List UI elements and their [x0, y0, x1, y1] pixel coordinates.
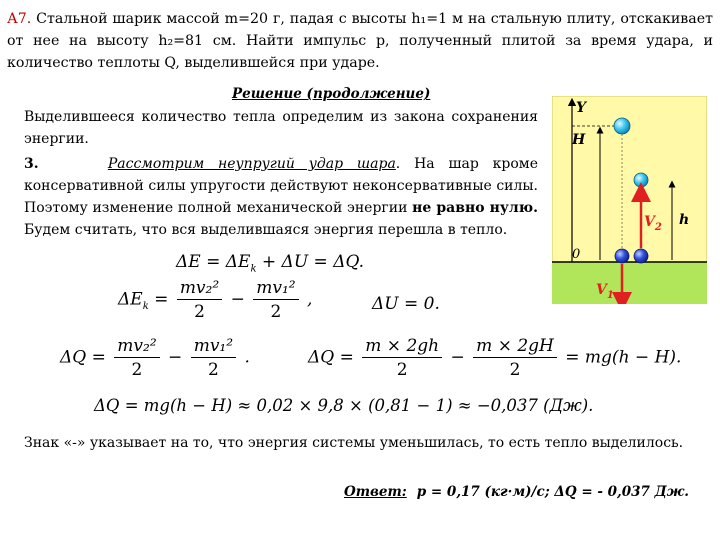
f4-num2: mv₁² [191, 336, 236, 358]
f5-frac1 [362, 336, 442, 380]
answer-label: Ответ: [344, 484, 407, 500]
label-h: h [679, 212, 690, 228]
f5-num2: m × 2gH [473, 336, 557, 358]
f2-frac1 [177, 278, 222, 322]
f4-num1: mv₂² [114, 336, 159, 358]
formula-kinetic-change: $\Delta E_k$ = $\frac{\text{mv₂²}}{2}$ − $\frac{\text{mv₁²}}{2}$ , [118, 278, 313, 322]
f1-sub: k [250, 263, 257, 275]
f2-lhs: ΔE [118, 289, 143, 310]
axis-y-label: Y [576, 100, 586, 116]
f4-lhs: ΔQ = [60, 347, 106, 368]
answer-text: p = 0,17 (кг·м)/с; ΔQ = - 0,037 Дж. [416, 484, 689, 500]
f2-num2: mv₁² [253, 278, 298, 300]
label-zero: 0 [572, 247, 581, 262]
f2-frac2 [253, 278, 298, 322]
section-title: Решение (продолжение) [232, 86, 431, 102]
f4-den2: 2 [207, 360, 219, 380]
f2-den2: 2 [270, 302, 282, 322]
f5-den2: 2 [509, 360, 521, 380]
problem-statement [7, 8, 713, 74]
f4-tail: . [244, 347, 250, 368]
f4-frac1 [114, 336, 159, 380]
f2-num1: mv₂² [177, 278, 222, 300]
paragraph-energy-law: Выделившееся количество тепла определим из закона сохранения энергии. [24, 109, 538, 147]
f5-den1: 2 [396, 360, 408, 380]
paragraph-sign-explanation: Знак «-» указывает на то, что энергия системы уменьшилась, то есть тепло выделилось. [24, 435, 684, 451]
f5-lhs: ΔQ = [308, 347, 354, 368]
f5-frac2 [473, 336, 557, 380]
f4-den1: 2 [131, 360, 143, 380]
formula-heat-heights: ΔQ = $\frac{m \times 2gh}{2}$ − $\frac{m \times 2gH}{2}$ = mg(h − H). [308, 336, 682, 380]
f1-rest: + ΔU = ΔQ. [256, 252, 364, 272]
ground-plate [552, 262, 707, 304]
answer-line [344, 484, 689, 500]
formula-potential-change: ΔU = 0. [372, 294, 440, 314]
f2-den1: 2 [194, 302, 205, 322]
problem-text: Стальной шарик массой m=20 г, падая с высоты h₁=1 м на стальную плиту, отскакивает от нее на высоту h₂=81 см. Найти импульс p, полученный плитой за время удара, и количество теплоты Q, выделившейся при ударе. [7, 11, 713, 71]
step-number: 3. [24, 156, 39, 172]
ball-top [614, 118, 630, 134]
f1-part: ΔE = ΔE [176, 252, 251, 272]
label-v2: $V_2$ [644, 214, 662, 233]
step-bold: не равно нулю. [412, 200, 538, 216]
f5-num1: m × 2gh [362, 336, 442, 358]
ball-impact-left [615, 249, 629, 263]
step-text-b: Будем считать, что вся выделившаяся энергия перешла в тепло. [24, 222, 508, 238]
label-H: H [572, 132, 586, 148]
paragraph-inelastic-impact [24, 153, 538, 241]
ball-rebound [634, 173, 648, 187]
formula-heat-numeric: ΔQ = mg(h − H) ≈ 0,02 × 9,8 × (0,81 − 1) ≈ −0,037 (Дж). [94, 396, 594, 415]
ball-impact-right [634, 249, 648, 263]
step-text-a: . На шар кроме консервативной силы упругости действуют неконсервативные силы. Поэтому изменение полной механической энергии [24, 156, 538, 216]
f2-lhs-sub: k [142, 300, 149, 312]
f2-tail: , [307, 289, 313, 310]
f4-frac2 [191, 336, 236, 380]
f5-rest: = mg(h − H). [565, 347, 682, 368]
formula-heat-velocity: ΔQ = $\frac{\text{mv₂²}}{2}$ − $\frac{\text{mv₁²}}{2}$ . [60, 336, 250, 380]
formula-energy-balance [176, 252, 364, 274]
problem-label: А7. [7, 11, 32, 27]
label-v1: $V_1$ [596, 282, 614, 301]
step-title: Рассмотрим неупругий удар шара [107, 156, 396, 172]
bounce-diagram [552, 96, 707, 304]
